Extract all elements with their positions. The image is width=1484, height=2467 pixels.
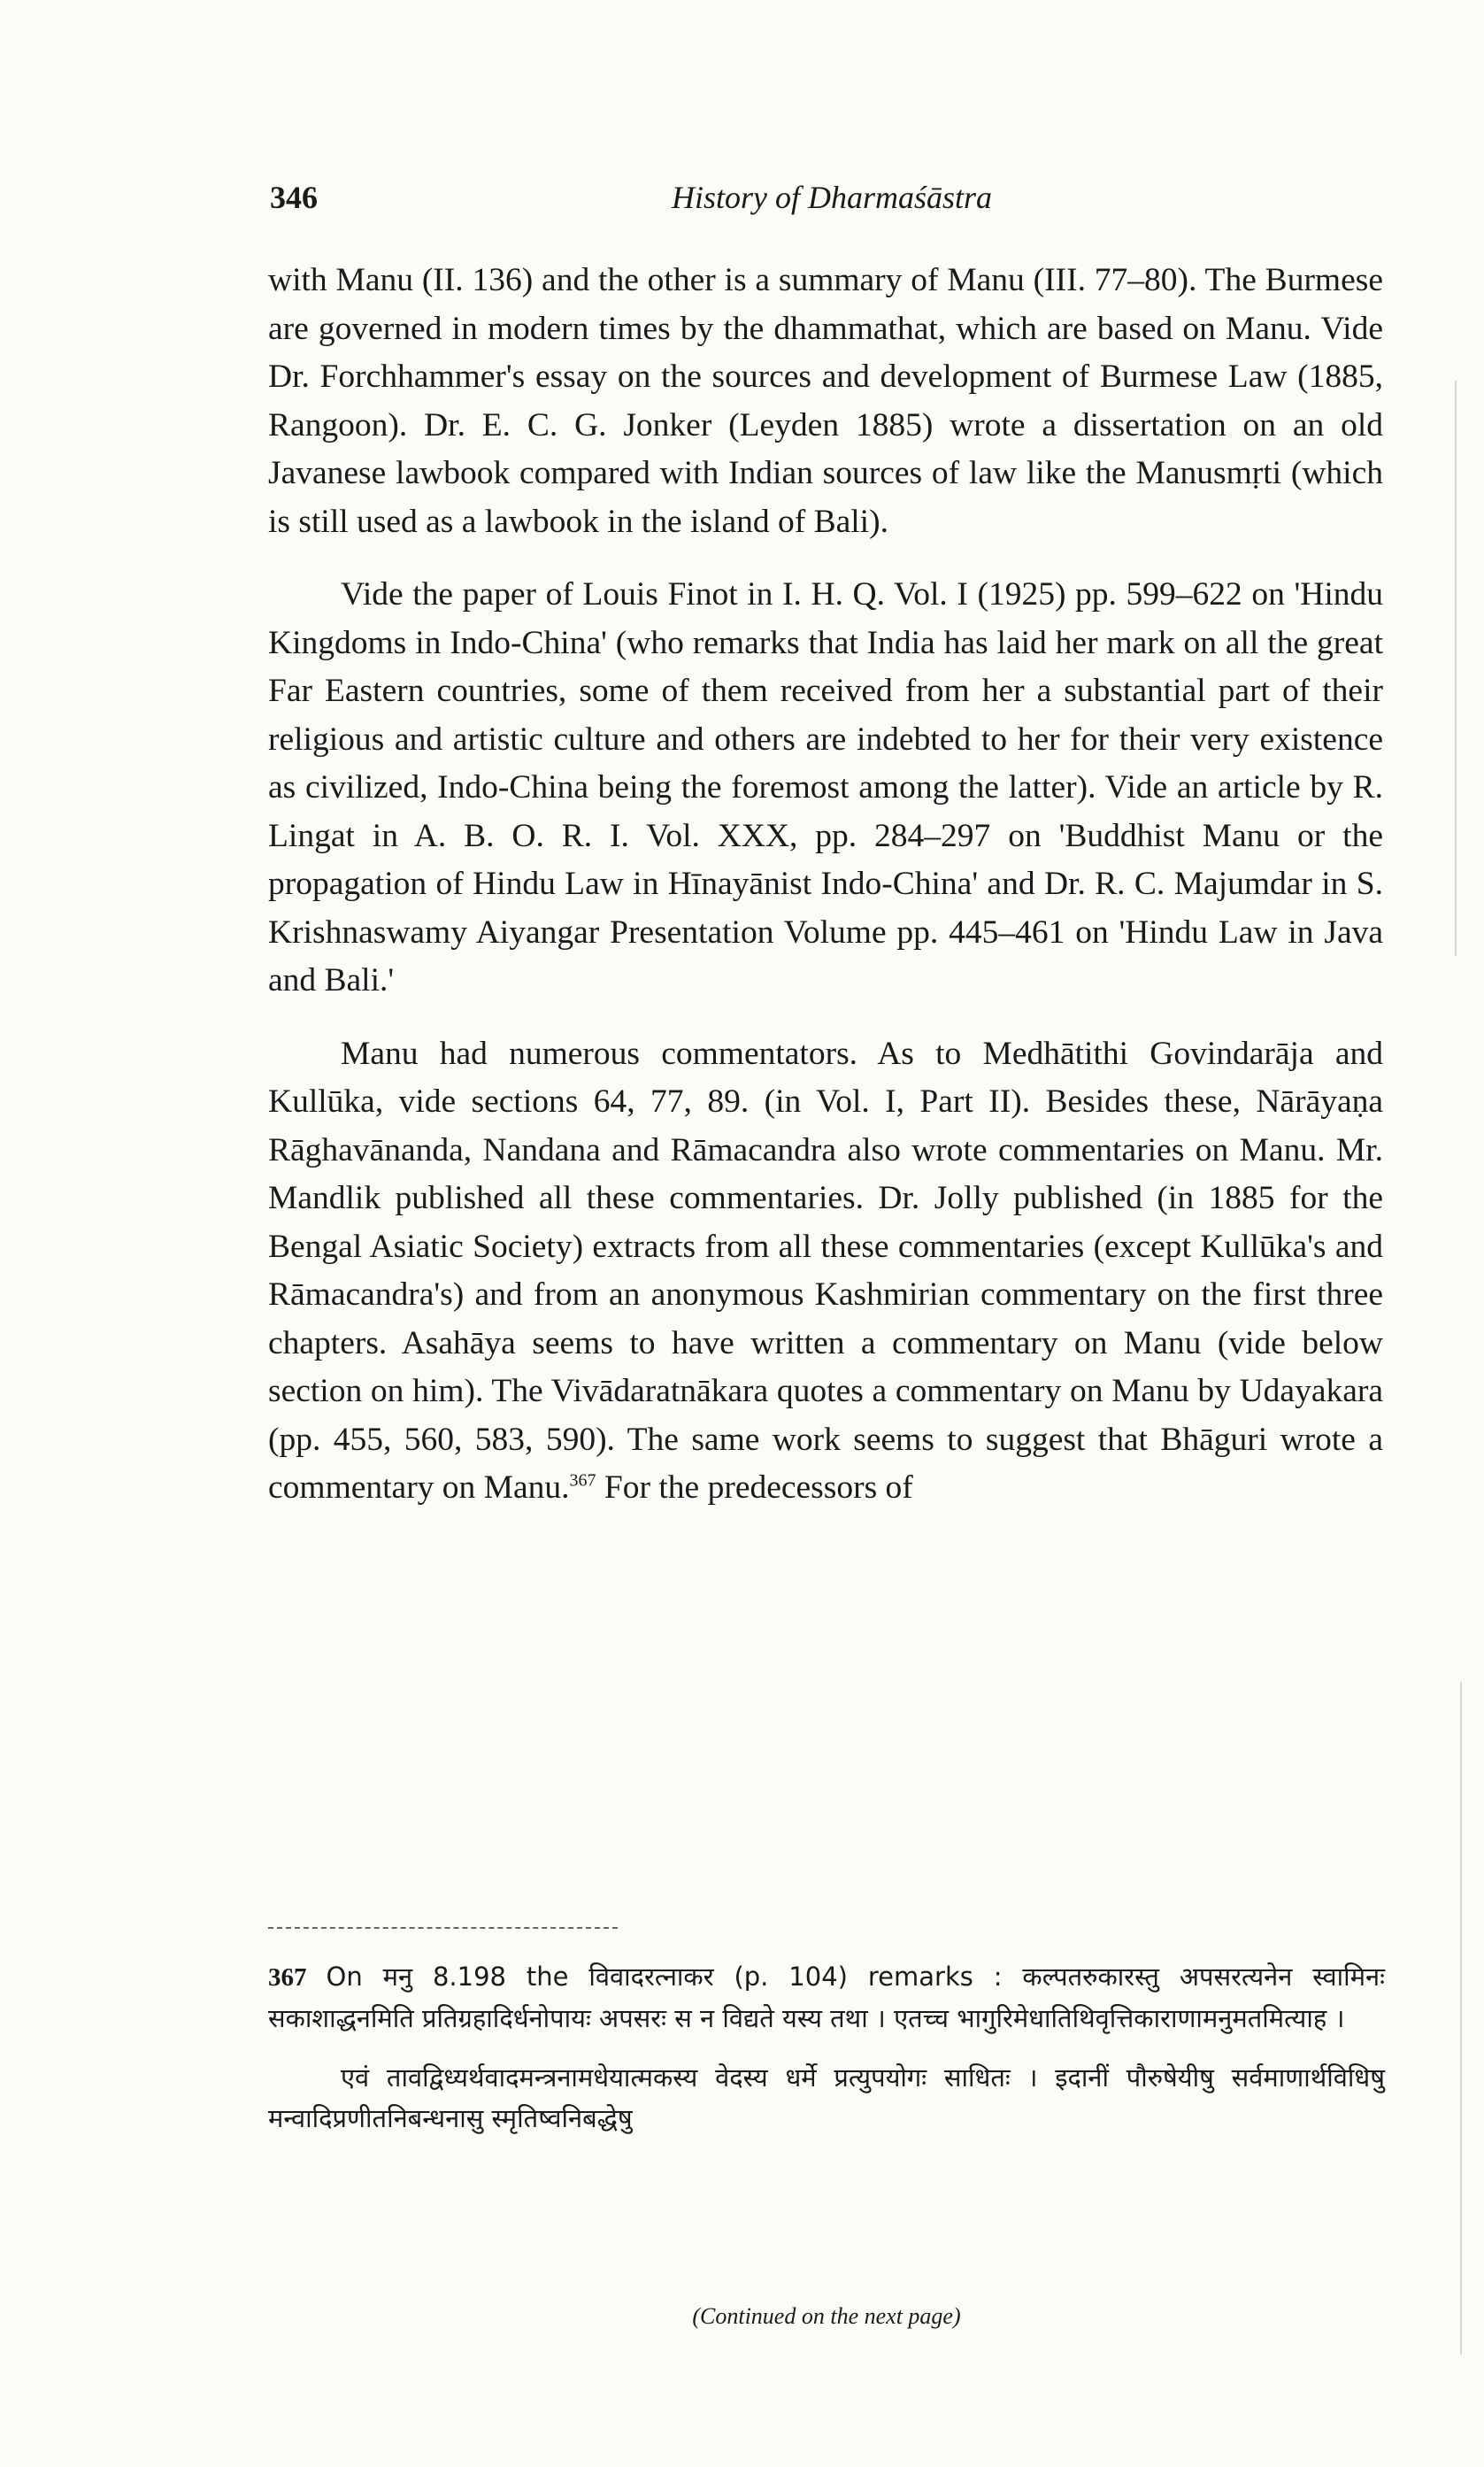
paragraph-1: with Manu (II. 136) and the other is a summary of Manu (III. 77–80). The Burmese are governed in modern times by the dhammathat, which are based on Manu. Vide Dr. Forchhammer's essay on the sources and development of Burmese Law (1885, Rangoon). Dr. E. C. G. Jonker (Leyden 1885) wrote a dissertation on an old Javanese lawbook compared with Indian sources of law like the Manusmṛti (which is still used as a lawbook in the island of Bali). — [268, 262, 1383, 540]
paragraph-3-closing: For the predecessors of — [604, 1469, 913, 1506]
continued-note: (Continued on the next page) — [692, 2303, 961, 2329]
footnote-text-2: एवं तावद्विध्यर्थवादमन्त्रनामधेयात्मकस्य वेदस्य धर्मे प्रत्युपयोगः साधितः । इदानीं पौरुषेयीषु सर्वमाणार्थविधिषु मन्वादिप्रणीतनिबन्धनासु स्मृतिष्वनिबद्धेषु — [268, 2062, 1385, 2133]
page-header — [270, 179, 1394, 232]
footnote — [268, 1956, 1385, 2156]
footnote-line-1 — [268, 1956, 1385, 2039]
page-number: 346 — [270, 180, 318, 215]
footnote-divider — [268, 1927, 618, 1929]
footnote-number: 367 — [268, 1963, 307, 1992]
running-title: History of Dharmaśāstra — [671, 180, 993, 215]
paragraph-3 — [268, 1030, 1383, 1513]
footnote-text-1: On मनु 8.198 the विवादरत्नाकर (p. 104) remarks : कल्पतरुकारस्तु अपसरत्यनेन स्वामिनः सकाशाद्धनमिति प्रतिग्रहादिर्धनोपायः अपसरः स न विद्यते यस्य तथा । एतच्च भागुरिमेधातिथिवृत्तिकाराणामनुमतमित्याह । — [268, 1962, 1385, 2033]
paragraph-3-text: Manu had numerous commentators. As to Medhātithi Govindarāja and Kullūka, vide sections 64, 77, 89. (in Vol. I, Part II). Besides these, Nārāyaṇa Rāghavānanda, Nandana and Rāmacandra also wrote commentaries on Manu. Mr. Mandlik published all these commentaries. Dr. Jolly published (in 1885 for the Bengal Asiatic Society) extracts from all these commentaries (except Kullūka's and Rāmacandra's) and from an anonymous Kashmirian commentary on the first three chapters. Asahāya seems to have written a commentary on Manu (vide below section on him). The Vivādaratnākara quotes a commentary on Manu by Udayakara (pp. 455, 560, 583, 590). The same work seems to suggest that Bhāguri wrote a commentary on Manu. — [268, 1035, 1383, 1506]
paragraph-2: Vide the paper of Louis Finot in I. H. Q. Vol. I (1925) pp. 599–622 on 'Hindu Kingdoms in Indo-China' (who remarks that India has laid her mark on all the great Far Eastern countries, some of them received from her a substantial part of their religious and artistic culture and others are indebted to her for their very existence as civilized, Indo-China being the foremost among the latter). Vide an article by R. Lingat in A. B. O. R. I. Vol. XXX, pp. 284–297 on 'Buddhist Manu or the propagation of Hindu Law in Hīnayānist Indo-China' and Dr. R. C. Majumdar in S. Krishnaswamy Aiyangar Presentation Volume pp. 445–461 on 'Hindu Law in Java and Bali.' — [268, 576, 1383, 998]
scan-margin-line — [1460, 1682, 1462, 2355]
footnote-reference[interactable]: 367 — [569, 1470, 596, 1491]
scan-margin-line — [1455, 381, 1457, 956]
body-text — [268, 257, 1383, 1538]
